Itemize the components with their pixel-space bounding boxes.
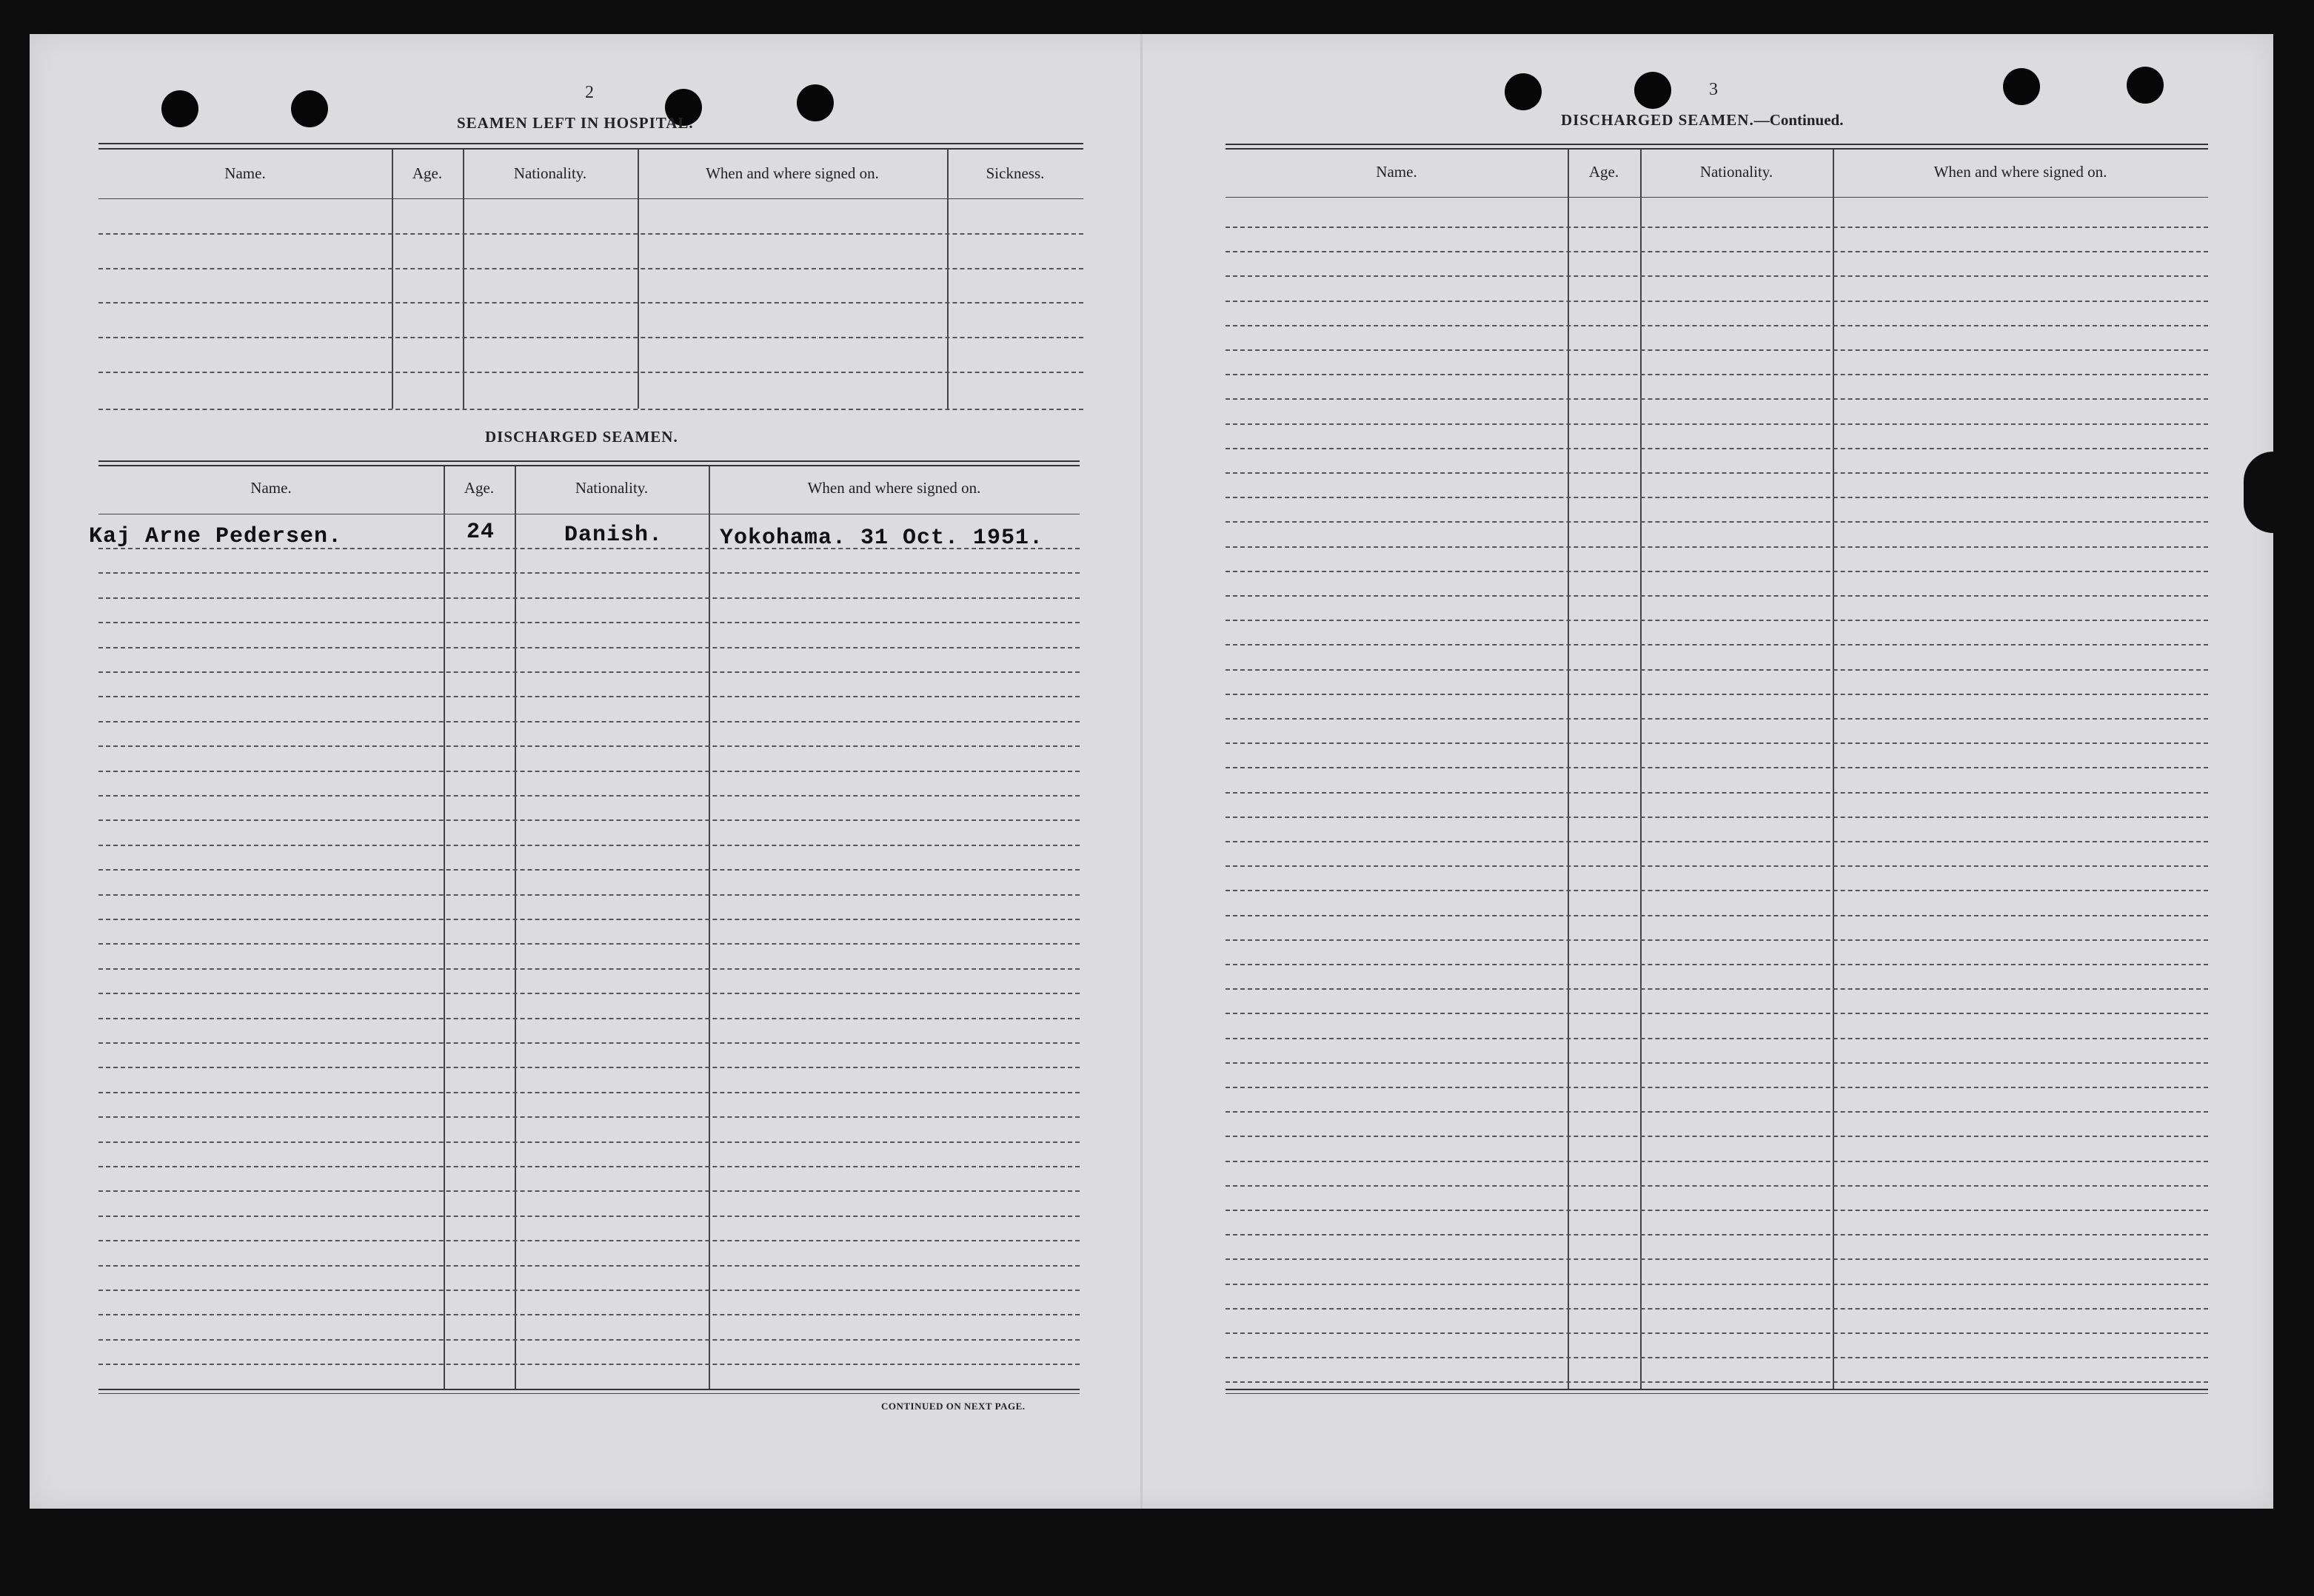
row-line	[1225, 1381, 2208, 1383]
row-line	[1225, 1087, 2208, 1088]
row-line	[98, 1265, 1080, 1267]
column-divider	[444, 466, 445, 1390]
page-number-right: 3	[1709, 80, 1718, 99]
row-line	[98, 268, 1083, 269]
column-divider	[515, 466, 516, 1390]
seaman-name: Kaj Arne Pedersen.	[89, 524, 343, 549]
row-line	[98, 993, 1080, 994]
column-divider	[1833, 150, 1834, 1390]
row-line	[98, 1190, 1080, 1192]
row-line	[98, 1092, 1080, 1093]
column-divider	[709, 466, 710, 1390]
row-line	[1225, 1111, 2208, 1113]
punch-hole	[291, 90, 328, 127]
row-line	[1225, 301, 2208, 302]
row-line	[1225, 718, 2208, 720]
continued-footnote: CONTINUED ON NEXT PAGE.	[881, 1401, 1026, 1412]
table-rule	[98, 143, 1083, 144]
row-line	[1225, 1332, 2208, 1334]
row-line	[1225, 1210, 2208, 1211]
row-line	[98, 671, 1080, 673]
row-line	[1225, 1258, 2208, 1260]
column-header-sickness: Sickness.	[986, 164, 1045, 182]
row-line	[98, 1166, 1080, 1167]
column-divider	[1640, 150, 1642, 1390]
row-line	[98, 721, 1080, 722]
row-line	[98, 919, 1080, 920]
row-line	[98, 337, 1083, 338]
row-line	[1225, 1308, 2208, 1310]
row-line	[98, 1314, 1080, 1315]
column-header-signed-on: When and where signed on.	[807, 479, 981, 497]
hospital-section-title: SEAMEN LEFT IN HOSPITAL.	[457, 114, 694, 132]
row-line	[1225, 251, 2208, 252]
row-line	[1225, 1038, 2208, 1039]
row-line	[1225, 742, 2208, 744]
row-line	[98, 1339, 1080, 1341]
row-line	[1225, 1161, 2208, 1162]
row-line	[1225, 497, 2208, 498]
column-header-signed-on: When and where signed on.	[1933, 163, 2107, 181]
table-rule	[1225, 197, 2208, 198]
row-line	[1225, 915, 2208, 916]
punch-hole	[797, 84, 834, 121]
row-line	[98, 771, 1080, 772]
row-line	[98, 1116, 1080, 1118]
row-line	[1225, 792, 2208, 794]
row-line	[98, 302, 1083, 304]
column-header-signed-on: When and where signed on.	[706, 164, 879, 182]
row-line	[1225, 1185, 2208, 1187]
right-section-title	[1561, 111, 1843, 130]
column-header-age: Age.	[464, 479, 495, 497]
column-divider	[392, 150, 393, 409]
row-line	[98, 1141, 1080, 1143]
row-line	[98, 696, 1080, 697]
row-line	[1225, 694, 2208, 695]
row-line	[98, 622, 1080, 623]
row-line	[1225, 620, 2208, 621]
table-rule	[98, 1393, 1080, 1394]
row-line	[1225, 275, 2208, 277]
column-header-name: Name.	[1376, 163, 1417, 181]
row-line	[98, 548, 1080, 549]
column-header-nationality: Nationality.	[1699, 163, 1773, 181]
row-line	[1225, 227, 2208, 228]
column-divider	[638, 150, 639, 409]
row-line	[1225, 521, 2208, 523]
row-line	[98, 968, 1080, 970]
punch-hole	[2127, 67, 2164, 104]
table-rule	[98, 198, 1083, 199]
row-line	[98, 1042, 1080, 1044]
row-line	[1225, 571, 2208, 572]
row-line	[1225, 1013, 2208, 1014]
row-line	[98, 795, 1080, 797]
row-line	[1225, 546, 2208, 548]
row-line	[98, 572, 1080, 574]
table-rule	[1225, 148, 2208, 150]
row-line	[98, 647, 1080, 648]
row-line	[98, 1018, 1080, 1019]
punch-hole	[2003, 68, 2040, 105]
discharged-section-title: DISCHARGED SEAMEN.	[485, 428, 678, 446]
seaman-age: 24	[467, 520, 495, 545]
seaman-signed-on: Yokohama. 31 Oct. 1951.	[720, 526, 1044, 551]
row-line	[1225, 448, 2208, 449]
table-rule	[1225, 1393, 2208, 1394]
column-divider	[463, 150, 464, 409]
page-notch	[2244, 452, 2288, 533]
row-line	[1225, 374, 2208, 375]
row-line	[98, 819, 1080, 821]
table-rule	[98, 465, 1080, 466]
table-rule	[1225, 144, 2208, 145]
row-line	[1225, 841, 2208, 842]
column-header-nationality: Nationality.	[575, 479, 649, 497]
row-line	[1225, 398, 2208, 400]
row-line	[98, 597, 1080, 599]
row-line	[98, 894, 1080, 896]
punch-hole	[1634, 72, 1671, 109]
row-line	[98, 233, 1083, 235]
row-line	[98, 869, 1080, 871]
row-line	[98, 409, 1083, 410]
page-fold	[1140, 34, 1143, 1509]
column-header-nationality: Nationality.	[513, 164, 587, 182]
table-rule	[98, 460, 1080, 462]
column-header-age: Age.	[1588, 163, 1619, 181]
row-line	[1225, 595, 2208, 597]
table-rule	[1225, 1389, 2208, 1390]
row-line	[1225, 890, 2208, 891]
seaman-nationality: Danish.	[564, 523, 663, 548]
row-line	[1225, 423, 2208, 425]
page-number-left: 2	[585, 83, 594, 102]
row-line	[98, 745, 1080, 747]
column-header-name: Name.	[224, 164, 266, 182]
row-line	[1225, 325, 2208, 326]
table-rule	[98, 148, 1083, 150]
row-line	[1225, 1062, 2208, 1064]
column-divider	[947, 150, 949, 409]
row-line	[1225, 349, 2208, 351]
row-line	[1225, 1234, 2208, 1235]
table-rule	[98, 1389, 1080, 1390]
right-title-text: DISCHARGED SEAMEN.	[1561, 111, 1754, 129]
column-header-age: Age.	[412, 164, 443, 182]
row-line	[1225, 644, 2208, 646]
row-line	[98, 943, 1080, 945]
row-line	[98, 1240, 1080, 1241]
row-line	[1225, 472, 2208, 474]
row-line	[98, 372, 1083, 373]
row-line	[98, 1290, 1080, 1291]
row-line	[98, 1216, 1080, 1217]
punch-hole	[1505, 73, 1542, 110]
column-header-name: Name.	[250, 479, 292, 497]
row-line	[98, 1364, 1080, 1365]
column-divider	[1568, 150, 1569, 1390]
row-line	[1225, 1136, 2208, 1137]
row-line	[1225, 1284, 2208, 1285]
row-line	[1225, 964, 2208, 965]
row-line	[1225, 939, 2208, 941]
row-line	[98, 845, 1080, 846]
row-line	[1225, 865, 2208, 867]
row-line	[1225, 988, 2208, 990]
right-title-suffix: —Continued.	[1753, 111, 1844, 129]
row-line	[1225, 1357, 2208, 1358]
row-line	[1225, 669, 2208, 671]
row-line	[1225, 817, 2208, 818]
punch-hole	[161, 90, 198, 127]
row-line	[98, 1067, 1080, 1068]
row-line	[1225, 767, 2208, 768]
